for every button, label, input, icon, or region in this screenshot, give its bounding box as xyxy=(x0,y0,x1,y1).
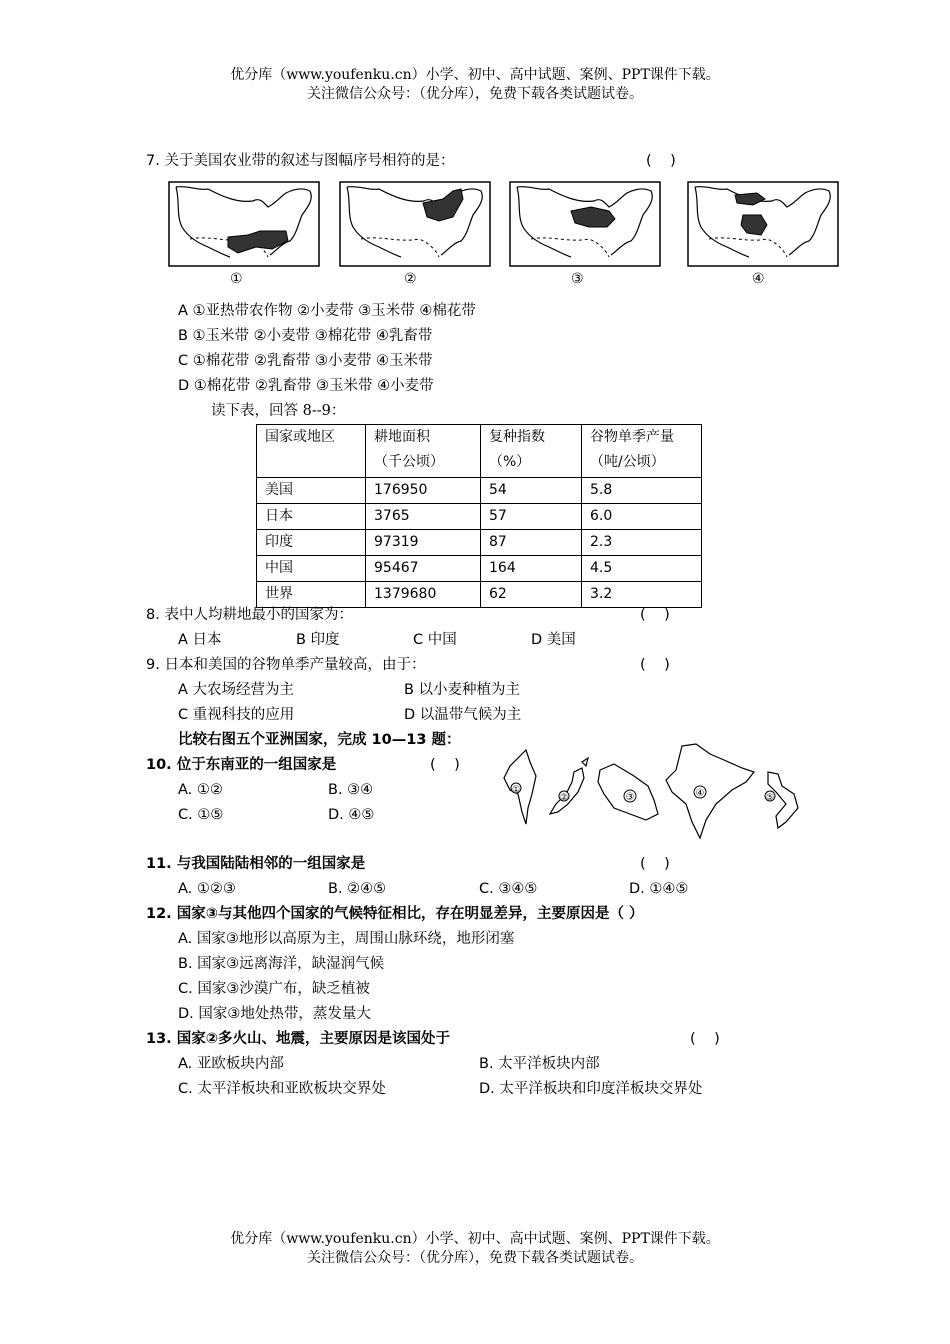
table-cell: 54 xyxy=(481,478,582,504)
footer-line-2: 关注微信公众号：（优分库），免费下载各类试题试卷。 xyxy=(307,1250,643,1266)
asia-label-3: ③ xyxy=(625,792,635,803)
q7-stem: 7. 关于美国农业带的叙述与图幅序号相符的是： xyxy=(146,153,455,169)
q10-option-c[interactable]: C. ①⑤ xyxy=(178,807,224,823)
table-cell: 美国 xyxy=(257,478,366,504)
us-map-3-label: ③ xyxy=(571,271,584,287)
table-cell: 97319 xyxy=(366,530,481,556)
table-cell: 日本 xyxy=(257,504,366,530)
table-header-cell: 耕地面积 （千公顷） xyxy=(366,425,481,478)
table-header-cell: 谷物单季产量 （吨/公顷） xyxy=(582,425,702,478)
us-map-1 xyxy=(168,181,320,267)
table-cell: 6.0 xyxy=(582,504,702,530)
table-cell: 1379680 xyxy=(366,582,481,608)
table-cell: 164 xyxy=(481,556,582,582)
q12-option-a[interactable]: A. 国家③地形以高原为主，周围山脉环绕，地形闭塞 xyxy=(178,931,515,947)
us-map-2-label: ② xyxy=(404,271,417,287)
q11-option-c[interactable]: C. ③④⑤ xyxy=(479,881,538,897)
q12-option-b[interactable]: B. 国家③远离海洋，缺湿润气候 xyxy=(178,956,385,972)
q12-option-c[interactable]: C. 国家③沙漠广布，缺乏植被 xyxy=(178,981,370,997)
q10-stem: 10. 位于东南亚的一组国家是 xyxy=(146,757,337,773)
q8-option-a[interactable]: A 日本 xyxy=(178,632,222,648)
table-header-cell: 国家或地区 xyxy=(257,425,366,478)
q8-stem: 8. 表中人均耕地最小的国家为： xyxy=(146,607,353,623)
table-row xyxy=(257,582,702,608)
q9-stem: 9. 日本和美国的谷物单季产量较高，由于： xyxy=(146,657,426,673)
q13-option-a[interactable]: A. 亚欧板块内部 xyxy=(178,1056,284,1072)
q13-stem: 13. 国家②多火山、地震，主要原因是该国处于 xyxy=(146,1031,451,1047)
us-map-4 xyxy=(687,181,839,267)
asia-intro: 比较右图五个亚洲国家，完成 10—13 题： xyxy=(178,732,461,748)
asia-label-5: ⑤ xyxy=(765,793,775,803)
q8-option-d[interactable]: D 美国 xyxy=(531,632,576,648)
q11-option-a[interactable]: A. ①②③ xyxy=(178,881,236,897)
q7-answer-paren: ( ) xyxy=(646,153,676,169)
table-cell: 5.8 xyxy=(582,478,702,504)
q12-stem: 12. 国家③与其他四个国家的气候特征相比，存在明显差异，主要原因是（ ） xyxy=(146,906,644,922)
q8-option-b[interactable]: B 印度 xyxy=(296,632,340,648)
us-map-2 xyxy=(339,181,491,267)
table-header-row xyxy=(257,425,702,478)
q7-option-c[interactable]: C ①棉花带 ②乳畜带 ③小麦带 ④玉米带 xyxy=(178,353,433,369)
q7-option-a[interactable]: A ①亚热带农作物 ②小麦带 ③玉米带 ④棉花带 xyxy=(178,303,476,319)
footer-line-1: 优分库（www.youfenku.cn）小学、初中、高中试题、案例、PPT课件下载。 xyxy=(230,1231,720,1247)
q9-option-c[interactable]: C 重视科技的应用 xyxy=(178,707,295,723)
q13-option-b[interactable]: B. 太平洋板块内部 xyxy=(479,1056,600,1072)
table-cell: 中国 xyxy=(257,556,366,582)
q7-option-b[interactable]: B ①玉米带 ②小麦带 ③棉花带 ④乳畜带 xyxy=(178,328,433,344)
q9-option-d[interactable]: D 以温带气候为主 xyxy=(404,707,522,723)
header-line-2: 关注微信公众号：（优分库），免费下载各类试题试卷。 xyxy=(307,86,643,102)
asia-label-1: ① xyxy=(511,785,521,795)
us-map-3 xyxy=(509,181,661,267)
q9-option-b[interactable]: B 以小麦种植为主 xyxy=(404,682,521,698)
asia-label-2: ② xyxy=(559,793,569,803)
table-cell: 3.2 xyxy=(582,582,702,608)
table-intro: 读下表，回答 8--9： xyxy=(211,403,346,419)
q9-option-a[interactable]: A 大农场经营为主 xyxy=(178,682,295,698)
q13-option-c[interactable]: C. 太平洋板块和亚欧板块交界处 xyxy=(178,1081,386,1097)
q8-option-c[interactable]: C 中国 xyxy=(413,632,457,648)
q10-option-b[interactable]: B. ③④ xyxy=(328,782,374,798)
table-cell: 87 xyxy=(481,530,582,556)
q11-answer-paren: ( ) xyxy=(640,856,670,872)
q9-answer-paren: ( ) xyxy=(640,657,670,673)
data-table xyxy=(256,424,702,608)
q8-answer-paren: ( ) xyxy=(640,607,670,623)
header-line-1: 优分库（www.youfenku.cn）小学、初中、高中试题、案例、PPT课件下载。 xyxy=(230,67,720,83)
asia-label-4: ④ xyxy=(695,788,705,799)
table-cell: 世界 xyxy=(257,582,366,608)
table-cell: 176950 xyxy=(366,478,481,504)
asia-countries-figure xyxy=(496,742,812,846)
q11-option-d[interactable]: D. ①④⑤ xyxy=(629,881,689,897)
table-row xyxy=(257,504,702,530)
q13-option-d[interactable]: D. 太平洋板块和印度洋板块交界处 xyxy=(479,1081,703,1097)
q10-option-a[interactable]: A. ①② xyxy=(178,782,223,798)
q11-option-b[interactable]: B. ②④⑤ xyxy=(328,881,387,897)
us-map-4-label: ④ xyxy=(752,271,765,287)
q10-option-d[interactable]: D. ④⑤ xyxy=(328,807,375,823)
table-cell: 62 xyxy=(481,582,582,608)
table-cell: 95467 xyxy=(366,556,481,582)
table-row xyxy=(257,530,702,556)
table-cell: 57 xyxy=(481,504,582,530)
table-cell: 2.3 xyxy=(582,530,702,556)
q12-option-d[interactable]: D. 国家③地处热带，蒸发量大 xyxy=(178,1006,371,1022)
table-header-cell: 复种指数 （%） xyxy=(481,425,582,478)
q11-stem: 11. 与我国陆陆相邻的一组国家是 xyxy=(146,856,366,872)
table-cell: 4.5 xyxy=(582,556,702,582)
table-cell: 印度 xyxy=(257,530,366,556)
q13-answer-paren: ( ) xyxy=(690,1031,720,1047)
q7-option-d[interactable]: D ①棉花带 ②乳畜带 ③玉米带 ④小麦带 xyxy=(178,378,434,394)
table-row xyxy=(257,478,702,504)
q10-answer-paren: ( ) xyxy=(430,757,460,773)
table-row xyxy=(257,556,702,582)
table-cell: 3765 xyxy=(366,504,481,530)
us-map-1-label: ① xyxy=(230,271,243,287)
